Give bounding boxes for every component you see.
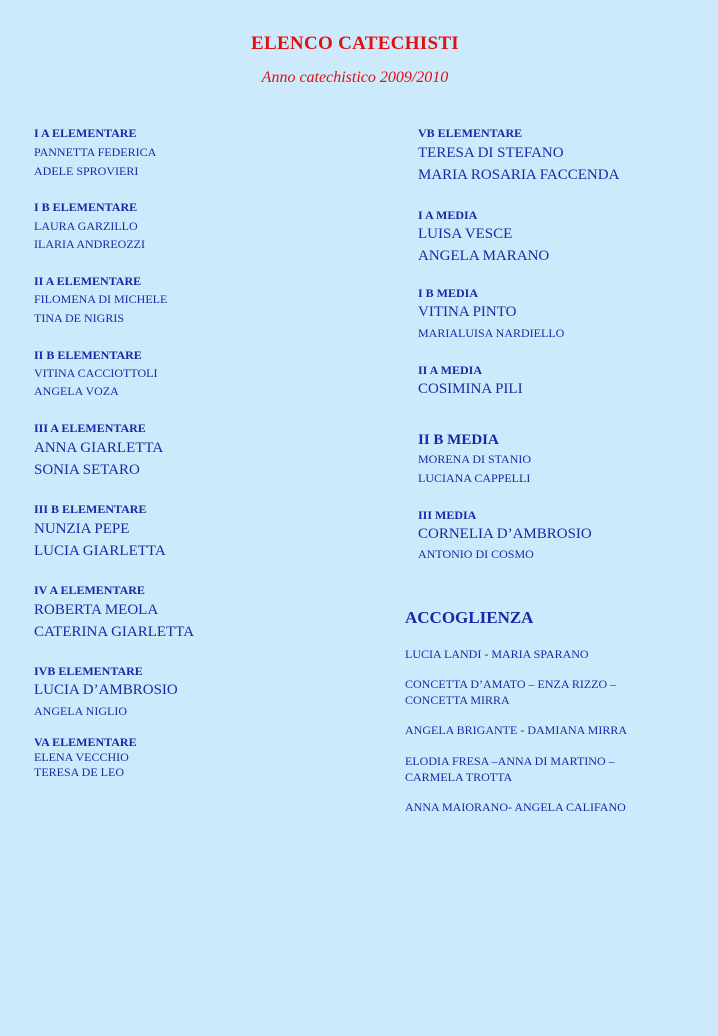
class-heading: II B MEDIA [418,432,499,448]
class-heading: VB ELEMENTARE [418,126,523,140]
class-heading: II B ELEMENTARE [34,348,142,362]
catechist-name: CATERINA GIARLETTA [34,624,195,640]
catechist-name: ROBERTA MEOLA [34,602,159,618]
catechist-name: LUCIA GIARLETTA [34,543,166,559]
catechist-name: TERESA DI STEFANO [418,145,564,161]
class-heading: I B MEDIA [418,286,479,300]
catechist-name: SONIA SETARO [34,462,140,478]
catechist-name: VITINA PINTO [418,304,517,320]
catechist-name: TERESA DE LEO [34,765,124,779]
catechist-name: ADELE SPROVIERI [34,164,139,178]
class-heading: I A ELEMENTARE [34,126,137,140]
accoglienza-line: ELODIA FRESA –ANNA DI MARTINO – CARMELA TROTTA [405,754,615,784]
catechist-name: FILOMENA DI MICHELE [34,292,168,306]
catechist-name: ANGELA NIGLIO [34,704,127,718]
catechist-name: TINA DE NIGRIS [34,311,124,325]
catechist-name: LAURA GARZILLO [34,219,138,233]
class-heading: III B ELEMENTARE [34,502,147,516]
catechist-name: ANTONIO DI COSMO [418,547,534,561]
page-subtitle: Anno catechistico 2009/2010 [261,69,449,86]
class-heading: II A MEDIA [418,363,483,377]
catechist-name: PANNETTA FEDERICA [34,145,157,159]
class-heading: I B ELEMENTARE [34,200,138,214]
class-heading: III A ELEMENTARE [34,421,146,435]
catechist-name: LUCIA D’AMBROSIO [34,682,178,698]
class-heading: IVB ELEMENTARE [34,664,143,678]
accoglienza-line: ANGELA BRIGANTE - DAMIANA MIRRA [405,723,627,737]
accoglienza-line: LUCIA LANDI - MARIA SPARANO [405,647,589,661]
catechist-name: VITINA CACCIOTTOLI [34,366,158,380]
catechist-name: ANGELA VOZA [34,384,119,398]
catechist-name: COSIMINA PILI [418,381,523,397]
class-heading: II A ELEMENTARE [34,274,142,288]
class-heading: IV A ELEMENTARE [34,583,145,597]
catechist-name: MARIA ROSARIA FACCENDA [418,167,620,183]
catechist-name: ANNA GIARLETTA [34,440,164,456]
catechist-name: CORNELIA D’AMBROSIO [418,526,592,542]
catechist-name: LUISA VESCE [418,226,513,242]
catechist-name: MORENA DI STANIO [418,452,532,466]
class-heading: III MEDIA [418,508,477,522]
catechist-name: ANGELA MARANO [418,248,550,264]
page-title: ELENCO CATECHISTI [251,33,459,54]
accoglienza-heading: ACCOGLIENZA [405,608,534,627]
class-heading: VA ELEMENTARE [34,735,137,749]
catechist-name: ELENA VECCHIO [34,750,129,764]
accoglienza-line: CONCETTA D’AMATO – ENZA RIZZO – CONCETTA MIRRA [405,677,617,707]
catechist-name: MARIALUISA NARDIELLO [418,326,565,340]
catechist-name: NUNZIA PEPE [34,521,130,537]
accoglienza-line: ANNA MAIORANO- ANGELA CALIFANO [405,800,626,814]
catechist-name: ILARIA ANDREOZZI [34,237,145,251]
class-heading: I A MEDIA [418,208,478,222]
catechist-name: LUCIANA CAPPELLI [418,471,531,485]
